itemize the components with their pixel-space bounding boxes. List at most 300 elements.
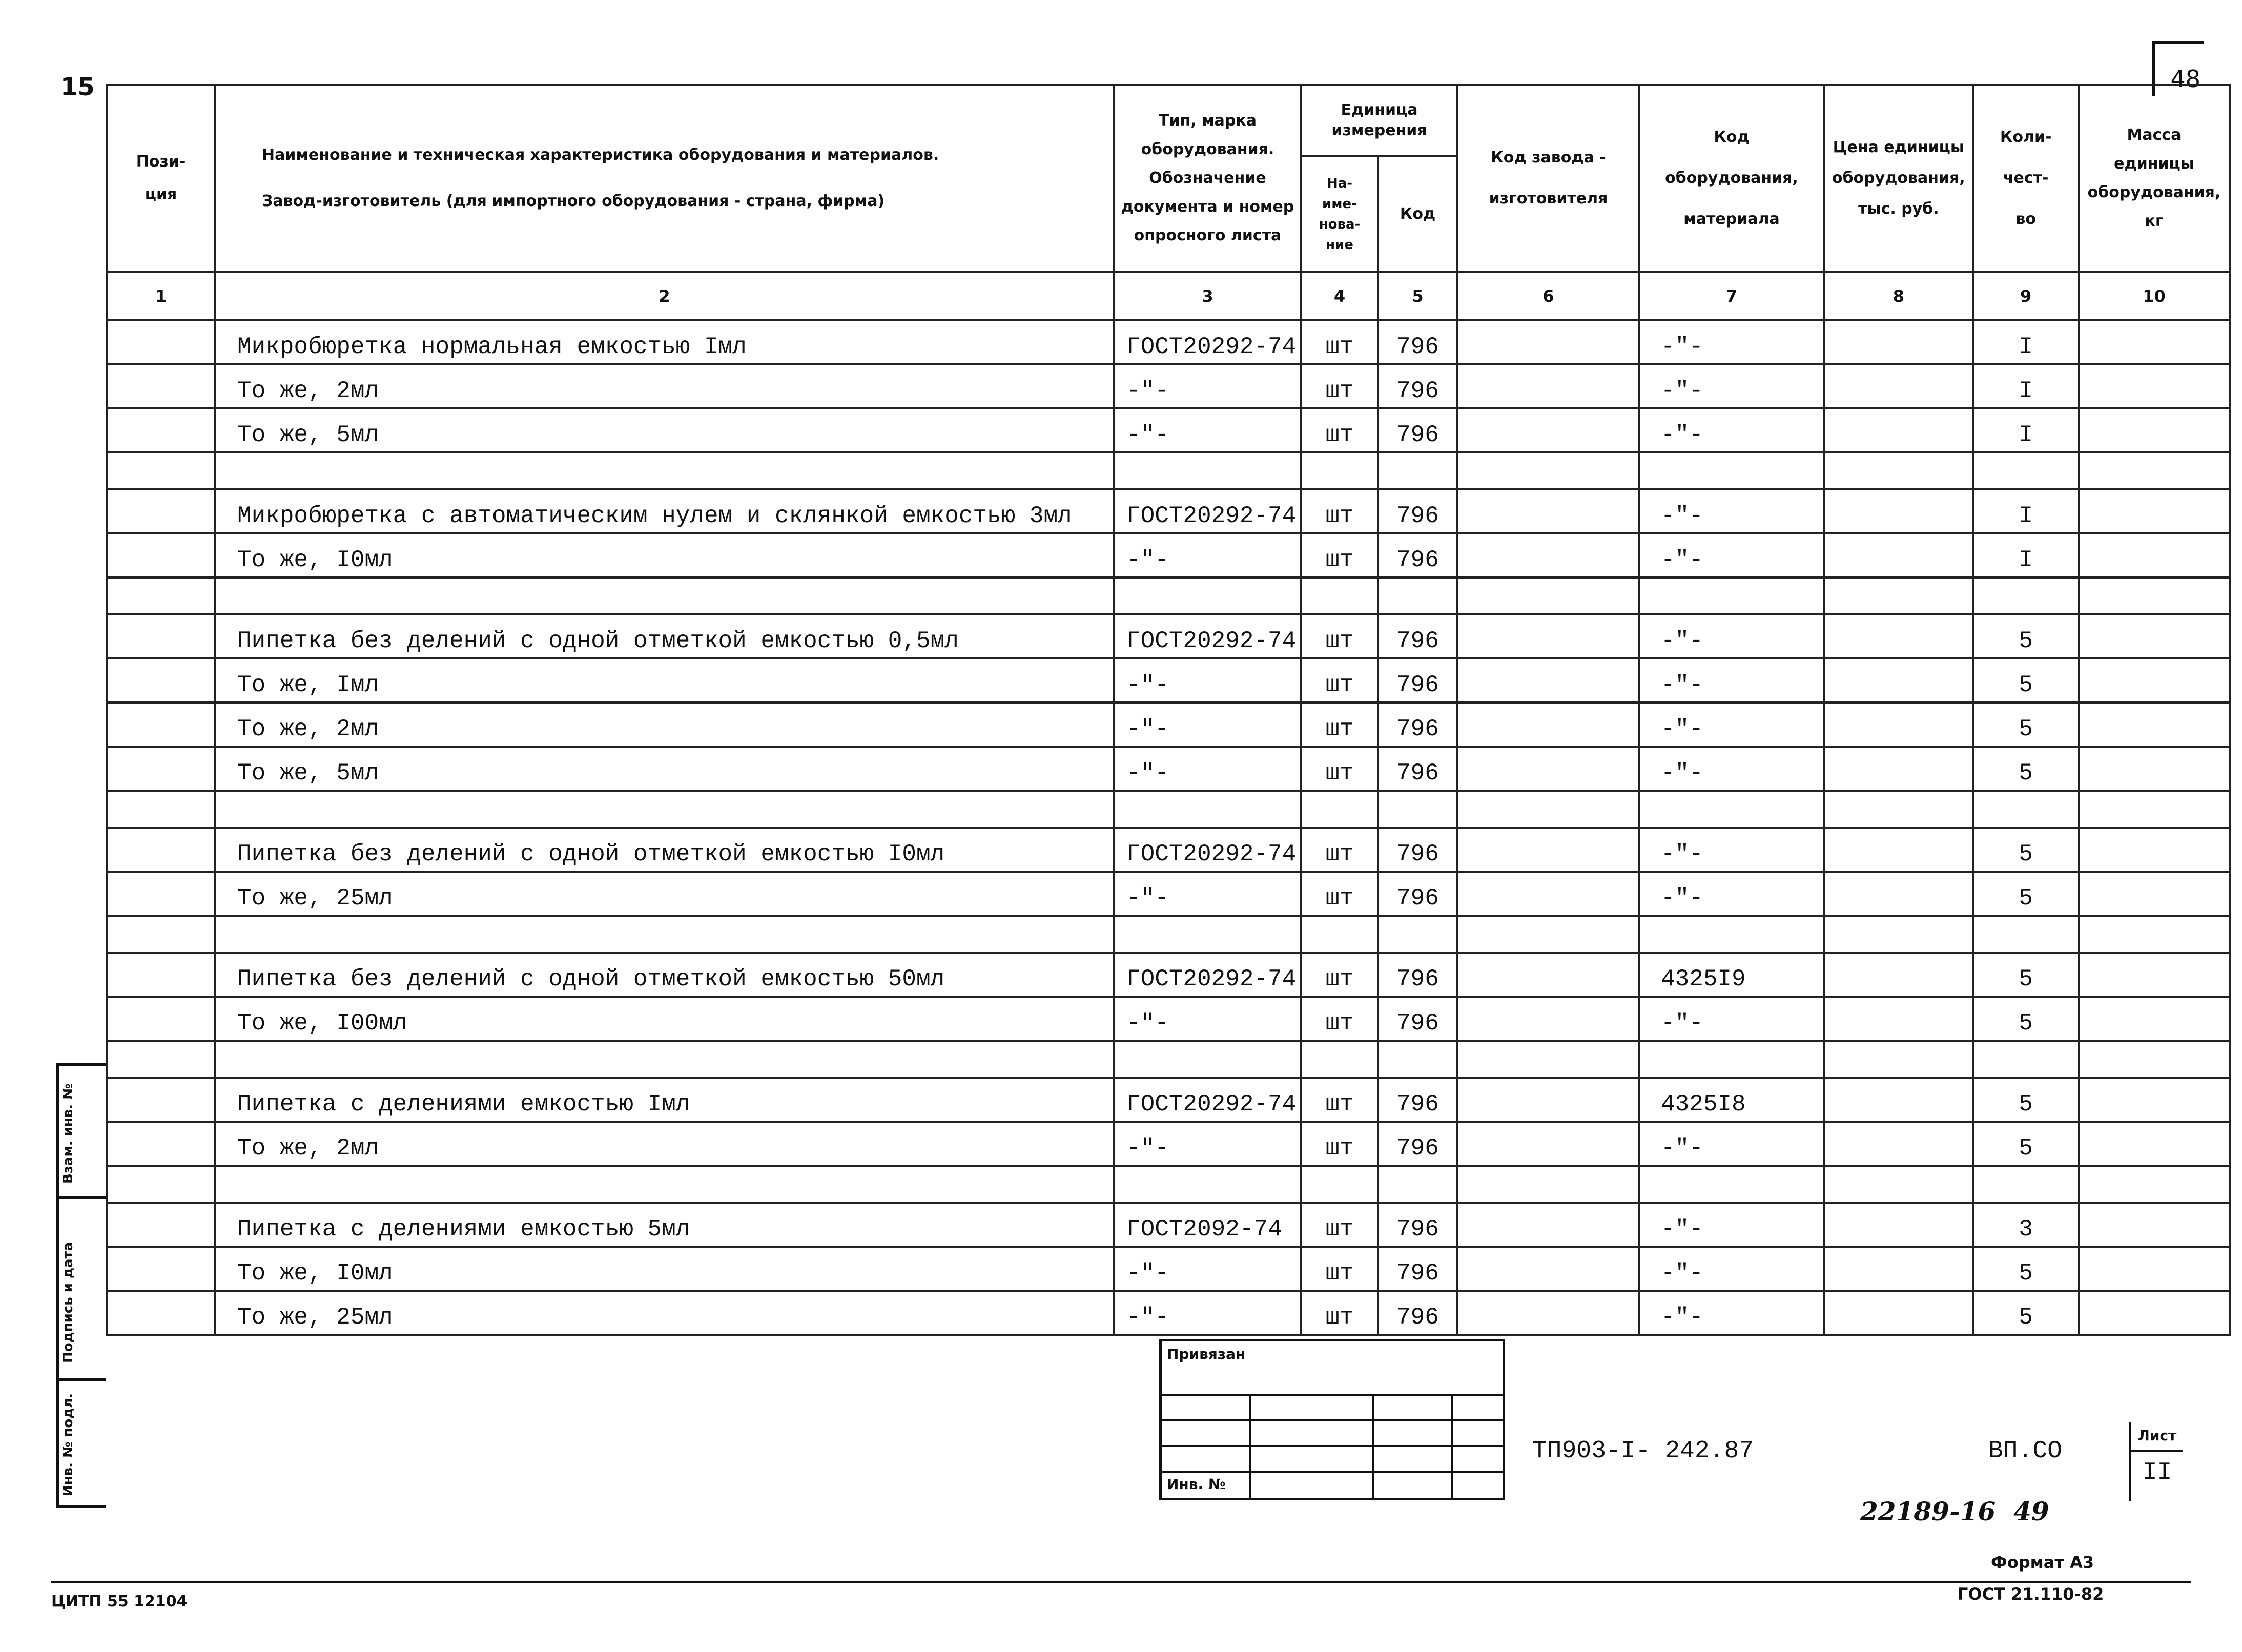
item-unit: шт [1301,658,1378,703]
item-quantity: 5 [1973,1122,2079,1166]
table-row [107,1247,2230,1291]
empty-cell [2079,452,2230,489]
strip-label-signature: Подпись и дата [60,1242,76,1363]
empty-cell [1457,1078,1639,1122]
stamp-line [1249,1394,1251,1498]
empty-cell [2079,997,2230,1041]
header-factory-code: Код завода - изготовителя [1457,85,1639,272]
section-code: ВП.СО [1988,1437,2063,1465]
sheet-box [2129,1422,2183,1501]
table-row [107,747,2230,791]
table-row [107,658,2230,703]
item-unit-code [1378,916,1457,953]
item-unit: шт [1301,1247,1378,1291]
item-equipment-code: -"- [1639,997,1824,1041]
spacer-row [107,916,2230,953]
empty-cell [1457,614,1639,658]
column-number-1: 1 [107,272,215,320]
empty-cell [1824,872,1973,916]
item-unit-code [1378,577,1457,614]
spacer-row [107,1041,2230,1078]
empty-cell [1824,320,1973,364]
table-row [107,614,2230,658]
empty-cell [1457,452,1639,489]
item-unit-code [1378,452,1457,489]
item-equipment-code: -"- [1639,320,1824,364]
empty-cell [1824,1203,1973,1247]
page-number-right: 48 [2170,65,2200,93]
item-type: -"- [1114,533,1301,577]
empty-cell [2079,953,2230,997]
item-equipment-code: -"- [1639,1203,1824,1247]
item-equipment-code [1639,916,1824,953]
item-type: -"- [1114,872,1301,916]
item-quantity: 5 [1973,997,2079,1041]
strip-label-replace: Взам. инв. № [60,1083,76,1184]
item-unit-code: 796 [1378,828,1457,872]
item-quantity [1973,791,2079,828]
item-equipment-code [1639,577,1824,614]
item-name: То же, I00мл [215,997,1114,1041]
empty-cell [2079,1291,2230,1335]
empty-cell [1457,1247,1639,1291]
table-row [107,1291,2230,1335]
handwritten-number: 22189-16 49 [1860,1496,2049,1526]
item-unit-code: 796 [1378,953,1457,997]
item-unit-code [1378,791,1457,828]
item-unit: шт [1301,1203,1378,1247]
sheet-box-line [2131,1450,2183,1452]
item-unit: шт [1301,828,1378,872]
empty-cell [107,1078,215,1122]
item-quantity: 5 [1973,658,2079,703]
empty-cell [1457,1203,1639,1247]
item-unit-code: 796 [1378,872,1457,916]
item-unit [1301,916,1378,953]
item-unit-code: 796 [1378,320,1457,364]
spacer-row [107,791,2230,828]
empty-cell [1824,953,1973,997]
empty-cell [2079,658,2230,703]
empty-cell [107,953,215,997]
bottom-left-code: ЦИТП 55 12104 [51,1593,188,1610]
item-unit-code: 796 [1378,1291,1457,1335]
strip-divider [56,1196,106,1199]
empty-cell [1824,577,1973,614]
item-name [215,916,1114,953]
item-unit: шт [1301,872,1378,916]
item-quantity: 5 [1973,1291,2079,1335]
table-row [107,1203,2230,1247]
header-unit-group: Единица измерения [1301,85,1457,156]
table-row [107,364,2230,408]
column-number-2: 2 [215,272,1114,320]
item-type: ГОСТ20292-74 [1114,1078,1301,1122]
item-type: -"- [1114,703,1301,747]
header-unit-code: Код [1378,156,1457,272]
item-quantity: 5 [1973,747,2079,791]
item-quantity [1973,452,2079,489]
empty-cell [2079,320,2230,364]
empty-cell [107,452,215,489]
empty-cell [1457,658,1639,703]
table-row [107,872,2230,916]
empty-cell [107,1166,215,1203]
empty-cell [1824,614,1973,658]
item-unit-code: 796 [1378,408,1457,452]
item-name [215,1041,1114,1078]
item-equipment-code: -"- [1639,747,1824,791]
empty-cell [1824,1247,1973,1291]
empty-cell [2079,872,2230,916]
item-type [1114,791,1301,828]
item-unit: шт [1301,747,1378,791]
item-unit: шт [1301,614,1378,658]
item-name [215,791,1114,828]
item-name: То же, I0мл [215,1247,1114,1291]
empty-cell [107,408,215,452]
empty-cell [1824,791,1973,828]
item-equipment-code: 4325I8 [1639,1078,1824,1122]
empty-cell [1457,916,1639,953]
item-quantity [1973,916,2079,953]
item-name [215,1166,1114,1203]
item-type: -"- [1114,997,1301,1041]
item-unit-code: 796 [1378,1203,1457,1247]
empty-cell [2079,489,2230,533]
item-equipment-code: -"- [1639,533,1824,577]
item-quantity: 3 [1973,1203,2079,1247]
empty-cell [1824,1166,1973,1203]
header-type: Тип, марка оборудования. Обозначение документа и номер опросного листа [1114,85,1301,272]
table-row [107,953,2230,997]
empty-cell [107,1122,215,1166]
column-number-10: 10 [2079,272,2230,320]
item-equipment-code [1639,1166,1824,1203]
empty-cell [2079,614,2230,658]
header-price: Цена единицы оборудования, тыс. руб. [1824,85,1973,272]
item-unit-code: 796 [1378,703,1457,747]
item-quantity: 5 [1973,703,2079,747]
empty-cell [1824,658,1973,703]
sheet-label: Лист [2137,1427,2177,1444]
item-name: Пипетка с делениями емкостью 5мл [215,1203,1114,1247]
item-quantity: 5 [1973,614,2079,658]
item-type: -"- [1114,1247,1301,1291]
table-row [107,703,2230,747]
empty-cell [107,364,215,408]
item-name: Пипетка с делениями емкостью Iмл [215,1078,1114,1122]
empty-cell [1457,1041,1639,1078]
item-unit [1301,1041,1378,1078]
empty-cell [1457,320,1639,364]
strip-divider [56,1378,106,1381]
empty-cell [107,577,215,614]
empty-cell [107,1291,215,1335]
item-unit: шт [1301,1291,1378,1335]
item-quantity [1973,1166,2079,1203]
empty-cell [1457,1291,1639,1335]
empty-cell [2079,1247,2230,1291]
bottom-rule [51,1581,2191,1583]
table-row [107,489,2230,533]
item-equipment-code: -"- [1639,614,1824,658]
item-unit [1301,577,1378,614]
attachment-stamp [1159,1339,1505,1500]
empty-cell [1824,533,1973,577]
spacer-row [107,452,2230,489]
empty-cell [2079,1122,2230,1166]
specification-table [106,84,2231,1336]
item-equipment-code: -"- [1639,828,1824,872]
item-unit: шт [1301,953,1378,997]
empty-cell [2079,703,2230,747]
header-name-line1: Наименование и техническая характеристика оборудования и материалов. [262,146,939,164]
table-row [107,1078,2230,1122]
document-code: ТП903-I- 242.87 [1532,1437,1754,1465]
empty-cell [1824,916,1973,953]
empty-cell [107,872,215,916]
item-equipment-code [1639,452,1824,489]
item-quantity: 5 [1973,1078,2079,1122]
item-unit-code: 796 [1378,747,1457,791]
item-equipment-code: -"- [1639,872,1824,916]
item-unit-code: 796 [1378,1122,1457,1166]
stamp-line [1372,1394,1374,1498]
item-unit: шт [1301,320,1378,364]
item-type [1114,577,1301,614]
empty-cell [1824,408,1973,452]
empty-cell [1457,489,1639,533]
item-unit: шт [1301,533,1378,577]
item-unit: шт [1301,489,1378,533]
item-type: -"- [1114,747,1301,791]
item-unit: шт [1301,364,1378,408]
item-type [1114,1041,1301,1078]
item-unit-code: 796 [1378,1247,1457,1291]
column-number-9: 9 [1973,272,2079,320]
item-name: Пипетка без делений с одной отметкой емкостью I0мл [215,828,1114,872]
item-quantity: 5 [1973,953,2079,997]
empty-cell [2079,1166,2230,1203]
item-type [1114,916,1301,953]
empty-cell [107,997,215,1041]
item-unit [1301,452,1378,489]
item-name [215,577,1114,614]
empty-cell [107,1203,215,1247]
item-name: То же, I0мл [215,533,1114,577]
item-name: Микробюретка нормальная емкостью Iмл [215,320,1114,364]
empty-cell [1824,489,1973,533]
item-type: ГОСТ20292-74 [1114,614,1301,658]
item-quantity: 5 [1973,828,2079,872]
table-row [107,828,2230,872]
empty-cell [107,791,215,828]
item-equipment-code: -"- [1639,1122,1824,1166]
empty-cell [1457,703,1639,747]
empty-cell [2079,364,2230,408]
item-type: ГОСТ20292-74 [1114,953,1301,997]
empty-cell [1457,1166,1639,1203]
empty-cell [2079,747,2230,791]
item-unit: шт [1301,997,1378,1041]
item-type: -"- [1114,658,1301,703]
item-unit-code: 796 [1378,614,1457,658]
empty-cell [107,658,215,703]
empty-cell [2079,1041,2230,1078]
spacer-row [107,577,2230,614]
page-number-left: 15 [60,73,95,101]
item-unit-code [1378,1166,1457,1203]
empty-cell [1457,828,1639,872]
item-type: -"- [1114,408,1301,452]
empty-cell [2079,828,2230,872]
empty-cell [1457,953,1639,997]
empty-cell [1824,1078,1973,1122]
item-name: Пипетка без делений с одной отметкой емкостью 0,5мл [215,614,1114,658]
item-equipment-code: -"- [1639,489,1824,533]
empty-cell [1824,703,1973,747]
column-number-3: 3 [1114,272,1301,320]
item-equipment-code [1639,1041,1824,1078]
item-quantity: I [1973,364,2079,408]
item-quantity [1973,577,2079,614]
item-quantity: I [1973,533,2079,577]
header-unit-name: На- име- нова- ние [1301,156,1378,272]
item-type: ГОСТ20292-74 [1114,828,1301,872]
item-name: То же, 2мл [215,364,1114,408]
empty-cell [1457,872,1639,916]
empty-cell [107,1041,215,1078]
item-unit [1301,1166,1378,1203]
table-row [107,533,2230,577]
empty-cell [107,320,215,364]
column-number-6: 6 [1457,272,1639,320]
sheet-number: II [2142,1459,2172,1486]
empty-cell [1824,747,1973,791]
item-unit-code: 796 [1378,997,1457,1041]
column-number-4: 4 [1301,272,1378,320]
empty-cell [107,828,215,872]
item-equipment-code: -"- [1639,1291,1824,1335]
item-unit: шт [1301,1122,1378,1166]
column-number-7: 7 [1639,272,1824,320]
header-mass: Масса единицы оборудования, кг [2079,85,2230,272]
column-number-5: 5 [1378,272,1457,320]
item-name: То же, 2мл [215,1122,1114,1166]
table-row [107,408,2230,452]
item-unit [1301,791,1378,828]
empty-cell [1824,828,1973,872]
stamp-line [1451,1394,1453,1498]
table-row [107,997,2230,1041]
empty-cell [107,1247,215,1291]
empty-cell [2079,577,2230,614]
item-name: То же, 2мл [215,703,1114,747]
empty-cell [1824,452,1973,489]
empty-cell [2079,916,2230,953]
item-unit: шт [1301,703,1378,747]
item-equipment-code: -"- [1639,408,1824,452]
specification-rows [107,320,2230,1335]
item-quantity: I [1973,408,2079,452]
item-unit-code: 796 [1378,658,1457,703]
stamp-attached-label: Привязан [1167,1346,1246,1362]
table-row [107,1122,2230,1166]
item-unit-code: 796 [1378,533,1457,577]
item-unit-code: 796 [1378,1078,1457,1122]
header-name-line2: Завод-изготовитель (для импортного оборудования - страна, фирма) [262,192,885,210]
empty-cell [107,489,215,533]
empty-cell [1824,997,1973,1041]
item-type: -"- [1114,1291,1301,1335]
header-equipment-code: Код оборудования, материала [1639,85,1824,272]
item-equipment-code: -"- [1639,658,1824,703]
item-equipment-code [1639,791,1824,828]
item-type: -"- [1114,364,1301,408]
empty-cell [1457,791,1639,828]
item-unit: шт [1301,408,1378,452]
item-name: Пипетка без делений с одной отметкой емкостью 50мл [215,953,1114,997]
item-quantity: 5 [1973,872,2079,916]
empty-cell [2079,791,2230,828]
item-type: ГОСТ20292-74 [1114,320,1301,364]
item-type: ГОСТ2092-74 [1114,1203,1301,1247]
item-equipment-code: -"- [1639,1247,1824,1291]
standard-label: ГОСТ 21.110-82 [1958,1584,2104,1604]
item-type: -"- [1114,1122,1301,1166]
item-name: То же, Iмл [215,658,1114,703]
empty-cell [2079,1078,2230,1122]
item-type [1114,452,1301,489]
empty-cell [1457,408,1639,452]
header-quantity: Коли- чест- во [1973,85,2079,272]
header-name [215,85,1114,272]
item-equipment-code: -"- [1639,703,1824,747]
empty-cell [1457,533,1639,577]
empty-cell [1824,1041,1973,1078]
column-number-8: 8 [1824,272,1973,320]
stamp-inventory-label: Инв. № [1167,1476,1226,1493]
empty-cell [107,614,215,658]
spacer-row [107,1166,2230,1203]
empty-cell [107,703,215,747]
item-name: То же, 25мл [215,1291,1114,1335]
item-unit-code: 796 [1378,364,1457,408]
item-name: То же, 5мл [215,408,1114,452]
item-name: То же, 5мл [215,747,1114,791]
empty-cell [107,747,215,791]
empty-cell [1457,997,1639,1041]
item-name [215,452,1114,489]
item-quantity [1973,1041,2079,1078]
empty-cell [1457,364,1639,408]
empty-cell [1457,1122,1639,1166]
item-quantity: 5 [1973,1247,2079,1291]
item-quantity: I [1973,320,2079,364]
empty-cell [2079,1203,2230,1247]
empty-cell [1457,747,1639,791]
item-type: ГОСТ20292-74 [1114,489,1301,533]
item-unit: шт [1301,1078,1378,1122]
item-equipment-code: -"- [1639,364,1824,408]
table-row [107,320,2230,364]
empty-cell [1824,1122,1973,1166]
empty-cell [107,533,215,577]
strip-label-inv: Инв. № подл. [60,1393,76,1496]
empty-cell [2079,533,2230,577]
empty-cell [107,916,215,953]
